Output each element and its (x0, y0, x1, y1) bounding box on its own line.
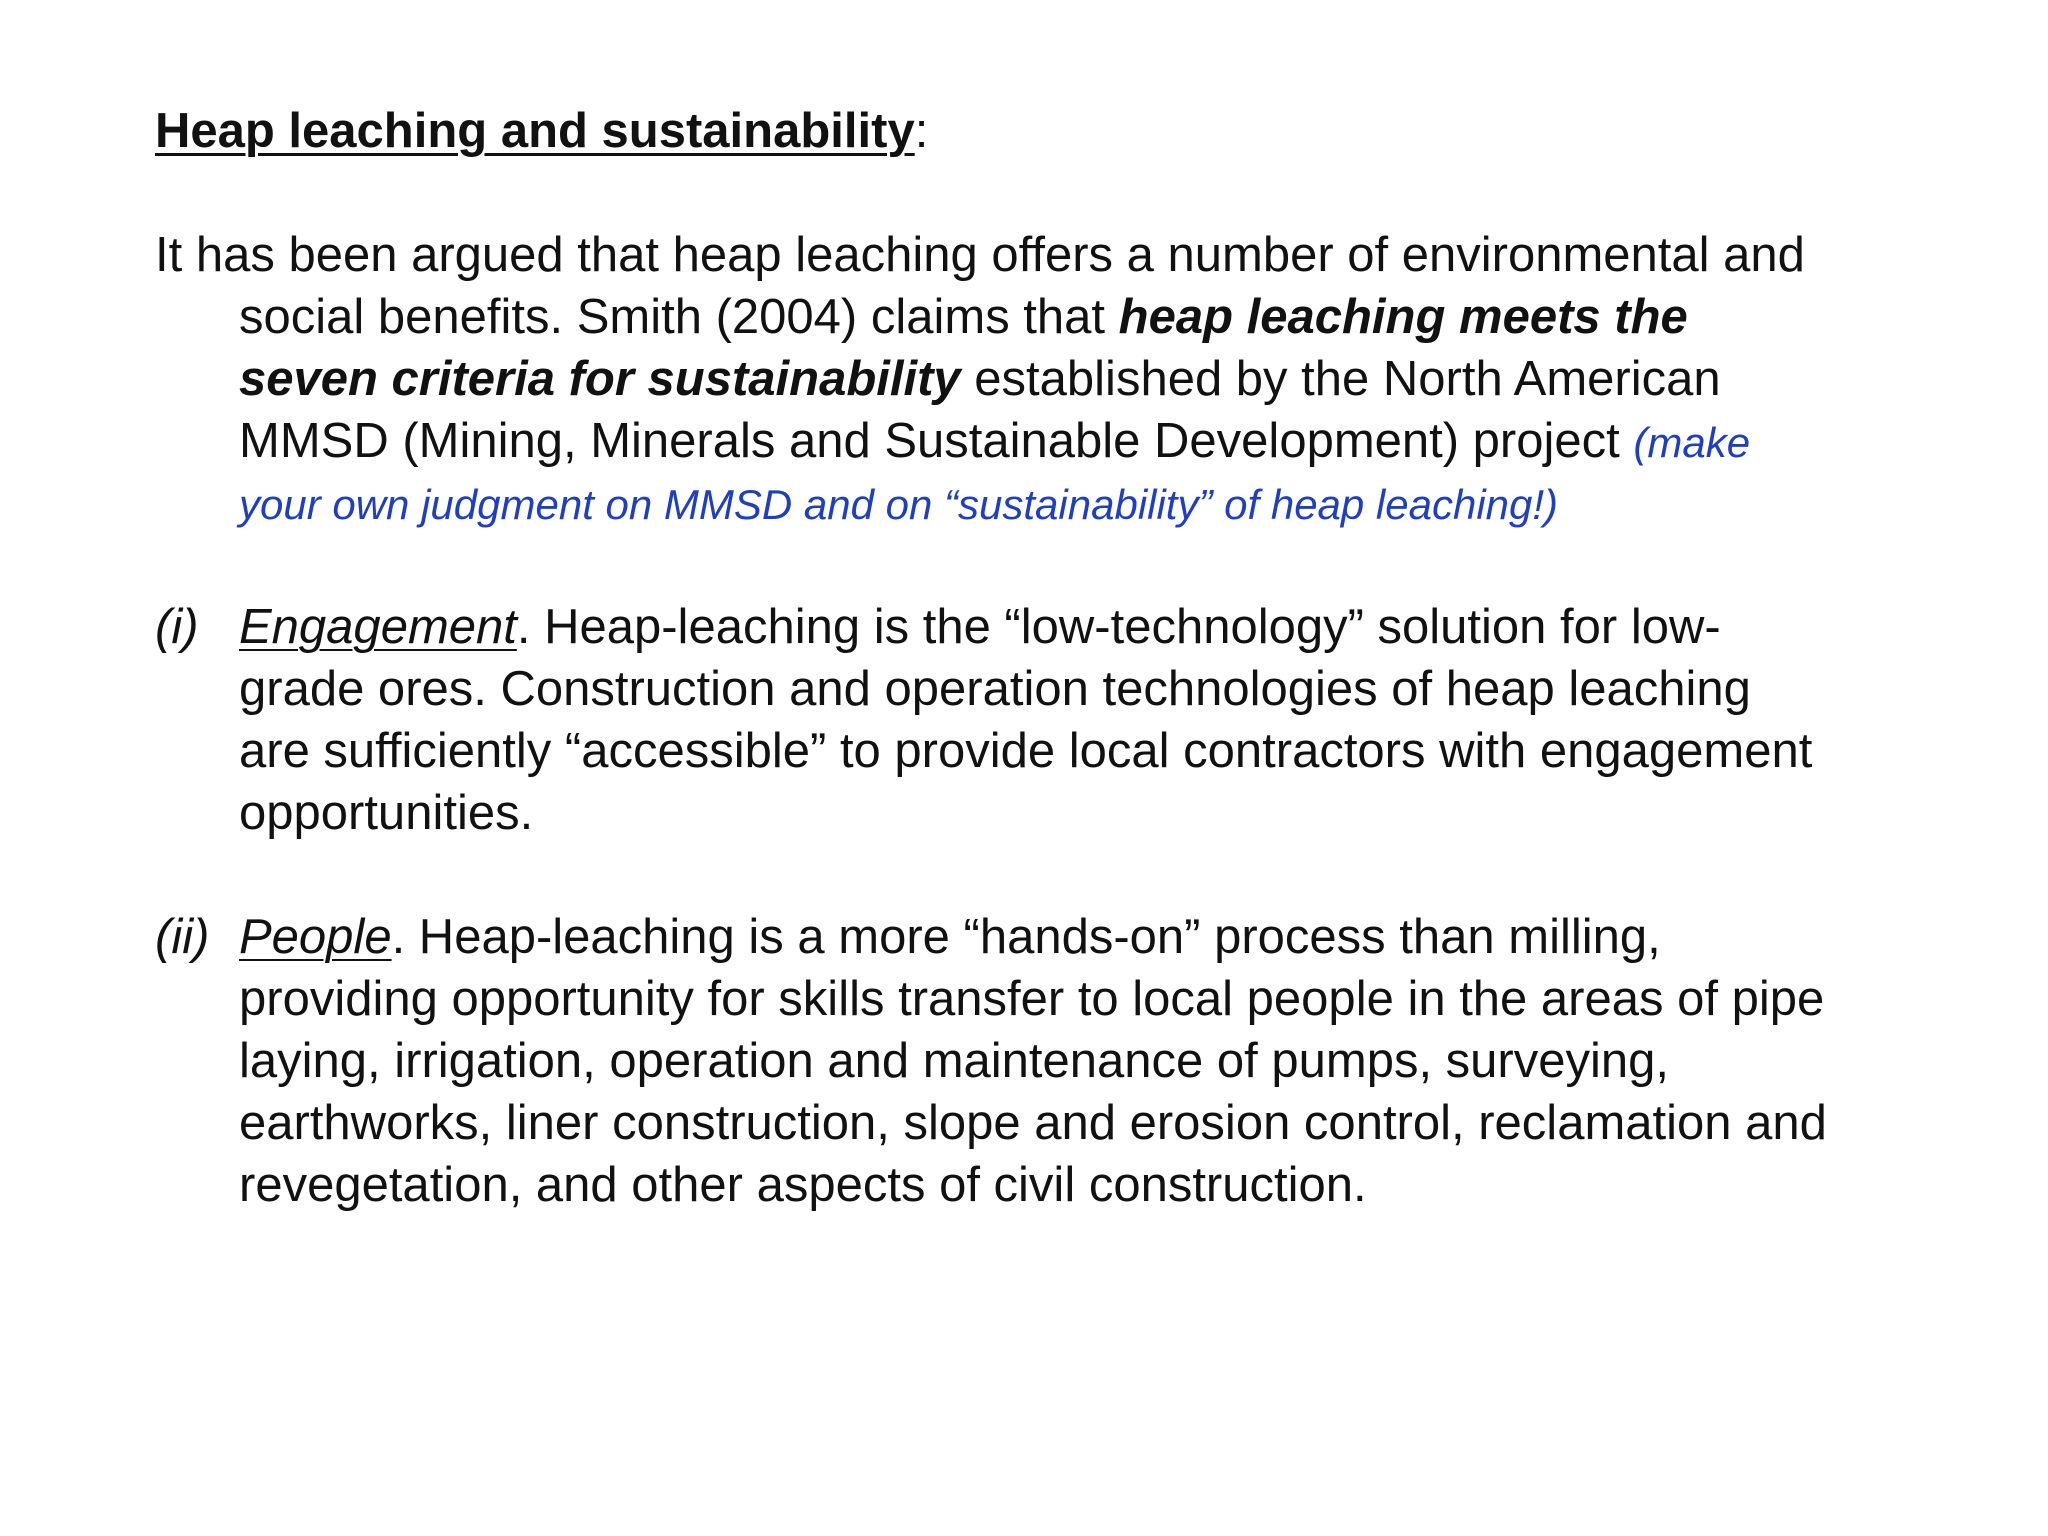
list-item-number: (ii) (155, 910, 210, 964)
slide-title-text: Heap leaching and sustainability (155, 104, 915, 158)
list-item-engagement (155, 596, 1835, 844)
list-item-term: People (239, 910, 392, 964)
list-item-text: . Heap-leaching is a more “hands-on” process than milling, providing opportunity for skills transfer to local people in the areas of pipe laying, irrigation, operation and maintenance of pumps, surveying, earthworks, liner construction, slope and erosion control, reclamation and revegetation, and other aspects of civil construction. (239, 910, 1827, 1212)
slide-title-colon: : (914, 104, 929, 158)
intro-text-part2: established by the North American MMSD (Mining, Minerals and Sustainable Development) project (239, 352, 1721, 468)
intro-emphasis: heap leaching meets the seven criteria for sustainability (239, 290, 1688, 406)
slide-title (155, 100, 1835, 162)
intro-text-part1: It has been argued that heap leaching offers a number of environmental and social benefits. Smith (2004) claims that (155, 228, 1805, 344)
intro-paragraph (155, 224, 1835, 534)
list-item-text: . Heap-leaching is the “low-technology” solution for low-grade ores. Construction and operation technologies of heap leaching are sufficiently “accessible” to provide local contractors with engagement opportunities. (239, 600, 1813, 840)
list-item-number: (i) (155, 600, 199, 654)
spacer (155, 534, 1835, 596)
spacer (155, 844, 1835, 906)
list-item-people (155, 906, 1835, 1216)
list-item-term: Engagement (239, 600, 517, 654)
slide-content (155, 100, 1835, 1216)
intro-note: (make your own judgment on MMSD and on “sustainability” of heap leaching!) (239, 419, 1751, 528)
